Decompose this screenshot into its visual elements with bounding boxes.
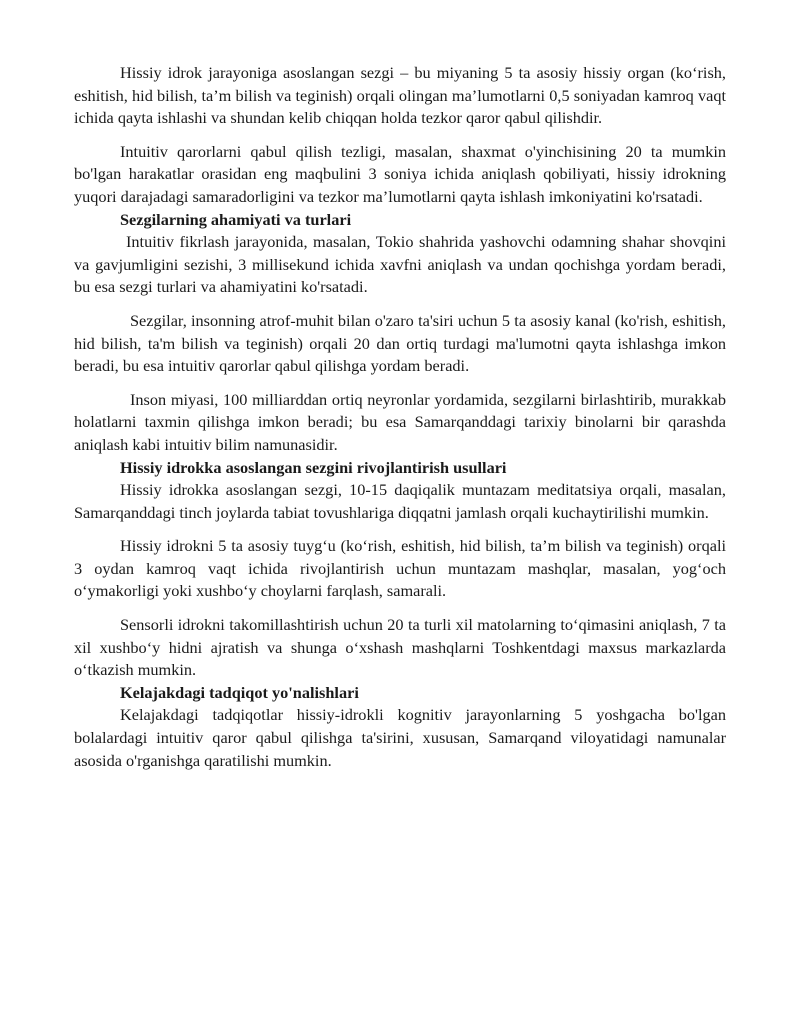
section-heading-methods: Hissiy idrokka asoslangan sezgini rivojlantirish usullari — [120, 457, 507, 477]
paragraph-intro: Hissiy idrok jarayoniga asoslangan sezgi – bu miyaning 5 ta asosiy hissiy organ (ko‘rish, eshitish, hid bilish, ta’m bilish va teginish) orqali olingan ma’lumotlarni 0,5 soniyadan kamroq vaqt ichida qayta ishlashi va shundan kelib chiqqan holda tezkor qaror qabul qilishdir. — [74, 63, 726, 128]
paragraph-brain-neurons: Inson miyasi, 100 milliarddan ortiq neyronlar yordamida, sezgilarni birlashtirib, murakkab holatlarni taxmin qilishga imkon beradi; bu esa Samarqanddagi tarixiy binolarni bir qarashda aniqlash kabi intuitiv bilim namunasidir. — [74, 389, 726, 454]
paragraph-sensory-training: Sensorli idrokni takomillashtirish uchun 20 ta turli xil matolarning to‘qimasini aniqlash, 7 ta xil xushbo‘y hidni ajratish va shunga o‘xshash mashqlarni Toshkentdagi maxsus markazlarda o‘tkazish mumkin. — [74, 615, 726, 680]
paragraph-decision-speed: Intuitiv qarorlarni qabul qilish tezligi, masalan, shaxmat o'yinchisining 20 ta mumkin bo'lgan harakatlar orasidan eng maqbulini 3 soniya ichida aniqlash qobiliyati, hissiy idrokning yuqori darajadagi samaradorligini va tezkor ma’lumotlarni qayta ishlash imkoniyatini ko'rsatadi. — [74, 141, 726, 206]
paragraph-exercises: Hissiy idrokni 5 ta asosiy tuyg‘u (ko‘rish, eshitish, hid bilish, ta’m bilish va teginish) orqali 3 oydan kamroq vaqt ichida rivojlantirish uchun muntazam mashqlar, masalan, yog‘och o‘ymakorligi yoki xushbo‘y choylarni farqlash, samarali. — [74, 536, 726, 601]
paragraph-senses-channels: Sezgilar, insonning atrof-muhit bilan o'zaro ta'siri uchun 5 ta asosiy kanal (ko'rish, eshitish, hid bilish, ta'm bilish va teginish) orqali 20 dan ortiq turdagi ma'lumotni qayta ishlashga imkon beradi, bu esa intuitiv qarorlar qabul qilishga yordam beradi. — [74, 310, 726, 376]
section-heading-future-research: Kelajakdagi tadqiqot yo'nalishlari — [120, 682, 359, 702]
paragraph-tokyo-example: Intuitiv fikrlash jarayonida, masalan, Tokio shahrida yashovchi odamning shahar shovqini va gavjumligini sezishi, 3 millisekund ichida xavfni aniqlash va undan qochishga yordam beradi, bu esa sezgi turlari va ahamiyatini ko'rsatadi. — [74, 232, 726, 297]
paragraph-meditation: Hissiy idrokka asoslangan sezgi, 10-15 daqiqalik muntazam meditatsiya orqali, masalan, Samarqanddagi tinch joylarda tabiat tovushlariga diqqatni jamlash orqali kuchaytirilishi mumkin. — [74, 480, 726, 522]
section-heading-importance: Sezgilarning ahamiyati va turlari — [120, 209, 352, 229]
paragraph-future-research: Kelajakdagi tadqiqotlar hissiy-idrokli kognitiv jarayonlarning 5 yoshgacha bo'lgan bolalardagi intuitiv qaror qabul qilishga ta'sirini, xususan, Samarqand viloyatidagi namunalar asosida o'rganishga qaratilishi mumkin. — [74, 705, 726, 770]
document-page — [74, 62, 726, 772]
